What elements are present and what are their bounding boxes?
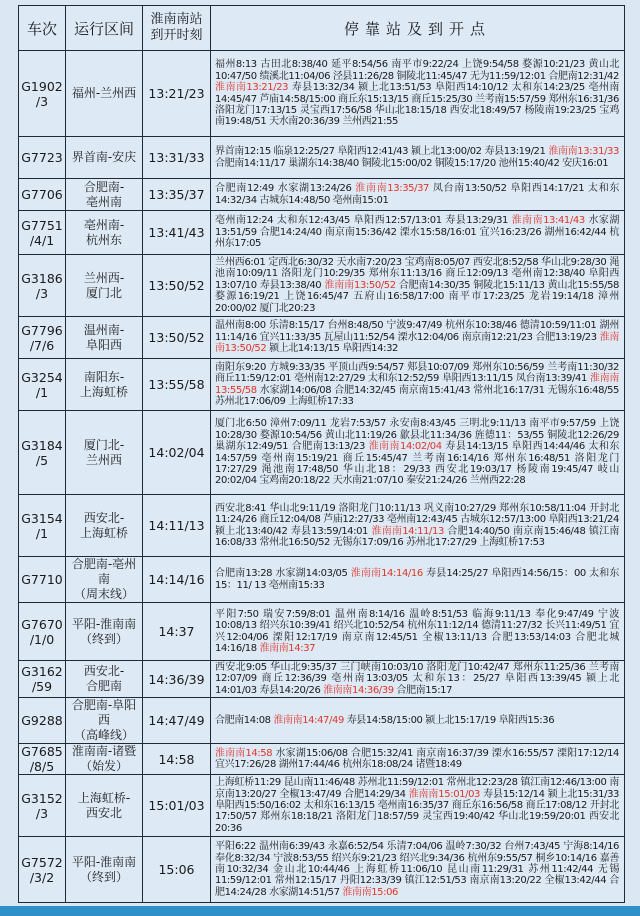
stops-text: 合肥南14:11/17 巢湖东14:38/40 铜陵北15:00/02 铜陵15:17/20 池州15:40/42 安庆16:01 <box>215 157 609 169</box>
route-line: 合肥南-阜阳西 <box>71 698 137 728</box>
train-number-line: G7796 <box>21 322 63 338</box>
train-number-line: /59 <box>31 679 53 695</box>
highlight-stop: 淮南南14:47/49 <box>273 715 344 727</box>
train-number <box>19 317 66 359</box>
header-time-line2: 到开时刻 <box>150 28 203 43</box>
stops-text: 南阳东9:20 方城9:33/35 平顶山西9:54/57 郏县10:07/09 郑州东10:56/59 兰考南11:30/32 商丘11:59/12:01 亳州南12:27/29 太和东12:52/59 阜阳西13:11/15 凤台南13:39/41 <box>215 361 619 385</box>
route-line: （始发） <box>79 759 128 774</box>
train-number <box>19 775 66 837</box>
stops <box>211 211 625 255</box>
stops-text: 凤台南13:50/52 阜阳西14:17/21 太和东14:32/34 古城东14:48/50 亳州南15:01 <box>215 183 619 206</box>
huainannan-time: 13:50/52 <box>143 317 211 359</box>
highlight-stop: 淮南南14:37 <box>259 642 316 654</box>
route-line: 西安北 <box>85 805 122 820</box>
train-number-line: G7710 <box>21 572 63 587</box>
train-number <box>19 411 66 495</box>
train-number-line: G3184 <box>21 437 63 453</box>
train-number-line: /3 <box>35 805 49 821</box>
highlight-stop: 淮南南14:36/39 <box>323 684 394 696</box>
stops <box>211 255 625 317</box>
route-line: 合肥南 <box>85 679 122 694</box>
train-number-line: /1 <box>35 384 49 400</box>
stops-text: 亳州南12:24 太和东12:43/45 阜阳西12:57/13:01 寿县13:29/31 <box>215 215 512 227</box>
stops-text: 合肥14:40/50 南京南15:46/48 镇江南16:08/33 常州北16:50/52 无锡东17:09/16 苏州北17:27/29 上海虹桥17:53 <box>215 525 619 548</box>
train-row <box>19 255 625 317</box>
stops-text: 厦门北6:50 漳州7:09/11 龙岩7:53/57 永安南8:43/45 三明北9:11/13 南平市9:57/59 上饶10:28/30 婺源10:54/56 黄山北11:19/26 歙县北11:34/36 旌德11：53/55 铜陵北12:26/29 巢湖东12:49/51 合肥南13:13/23 <box>215 418 619 453</box>
route <box>66 603 143 661</box>
train-row <box>19 317 625 359</box>
highlight-stop: 淮南南13:50/52 <box>215 331 619 355</box>
stops <box>211 179 625 211</box>
train-number <box>19 603 66 661</box>
stops <box>211 603 625 661</box>
route <box>66 179 143 211</box>
train-row <box>19 603 625 661</box>
train-number <box>19 495 66 557</box>
train-number <box>19 698 66 744</box>
route-line: 南阳东- <box>83 369 125 384</box>
stops-text: 合肥南14:30/35 铜陵北15:11/13 黄山北15:55/58 婺源16:19/21 上饶16:45/47 五府山16:58/17:00 南平市17:23/25 龙岩19:14/18 漳州20:00/02 厦门北20:23 <box>215 279 620 314</box>
header-row <box>19 6 625 51</box>
train-number <box>19 211 66 255</box>
route-line: 亳州南- <box>83 217 125 232</box>
huainannan-time: 15:01/03 <box>143 775 211 837</box>
stops-text: 福州8:13 古田北8:38/40 延平8:54/56 南平市9:22/24 上饶9:54/58 婺源10:21/23 黄山北10:47/50 绩溪北11:04/06 泾县11:26/28 铜陵北11:45/47 无为11:59/12:01 合肥南12:31/42 <box>215 59 619 82</box>
route <box>66 775 143 837</box>
stops-text: 界首南12:15 临泉12:25/27 阜阳西12:41/43 颍上北13:00/02 寿县13:19/21 <box>215 146 549 158</box>
train-number <box>19 51 66 137</box>
highlight-stop: 淮南南13:55/58 <box>215 373 619 396</box>
stops-text: 寿县15:12/14 颍上北15:31/33 阜阳西15:50/16:02 太和东16:13/15 亳州南16:35/37 商丘东16:56/58 商丘17:08/12 开封北17:50/57 郑州东18:18/21 洛阳龙门18:57/59 灵宝西19:40/42 华山北19:59/20:01 西安北20:36 <box>215 788 620 834</box>
highlight-stop: 淮南南13:31/33 <box>548 146 619 158</box>
stops-text: 合肥南12:49 水家湖13:24/26 <box>215 183 356 195</box>
route <box>66 317 143 359</box>
stops-text: 水家湖15:06/08 合肥15:32/41 南京南16:37/39 溧水16:55/57 溧阳17:12/14 宜兴17:26/28 湖州17:44/46 杭州东18:08/24 诸暨18:49 <box>215 747 619 771</box>
stops-text: 寿县14:58/15:00 颍上北15:17/19 阜阳西15:36 <box>343 715 555 727</box>
highlight-stop: 淮南南13:35/37 <box>355 183 430 195</box>
train-row <box>19 661 625 698</box>
train-row <box>19 411 625 495</box>
stops-text: 颍上北14:13/15 阜阳西14:32 <box>266 343 399 355</box>
route-line: 平阳-淮南南 <box>71 854 137 869</box>
route-line: 合肥南- <box>83 179 125 194</box>
train-number <box>19 557 66 603</box>
highlight-stop: 淮南南14:02/04 <box>368 441 442 453</box>
route-line: 平阳-淮南南 <box>71 616 137 631</box>
stops-text: 寿县14:13/15 阜阳西14:44/46 太和东14:57/59 亳州南15:19/21 商丘15:45/47 兰考南16:14/16 郑州东16:48/51 洛阳龙门17:27/29 渑池南17:48/50 华山北18：29/33 西安北19:03/17 杨陵南19:45/47 岐山20:02/04 宝鸡南20:18/22 天水南21:07/10 秦安21:24/26 兰州西22:28 <box>215 441 620 487</box>
route-line: 上海虹桥 <box>79 384 128 399</box>
highlight-stop: 淮南南13:41/43 <box>511 215 585 227</box>
stops-text: 温州南8:00 乐清8:15/17 台州8:48/50 宁波9:47/49 杭州东10:38/46 德清10:59/11:01 湖州11:14/16 宜兴11:33/35 瓦屋山11:52/54 溧水12:04/06 南京南12:21/23 合肥13:19/23 <box>215 320 619 343</box>
train-row <box>19 359 625 411</box>
train-number-line: /3 <box>35 285 49 301</box>
train-number-line: G7751 <box>21 217 63 233</box>
train-row <box>19 698 625 744</box>
huainannan-time: 13:41/43 <box>143 211 211 255</box>
train-row <box>19 211 625 255</box>
huainannan-time: 14:11/13 <box>143 495 211 557</box>
stops-text: 平阳6:22 温州南6:39/43 永嘉6:52/54 乐清7:04/06 温岭7:30/32 台州7:43/45 宁海8:14/16 奉化8:32/34 宁波8:53/55 绍兴东9:21/23 绍兴北9:34/36 杭州东9:55/57 桐乡10:14/16 嘉善南10:32/34 金山北10:44/46 上海虹桥11:06/10 昆山南11:29/31 苏州11:42/44 无锡11:59/12:01 常州12:15/17 丹阳12:33/39 镇江12:51/53 南京南13:20/22 全椒13:42/44 合肥14:24/28 水家湖14:51/57 <box>215 841 619 898</box>
train-row <box>19 137 625 179</box>
train-number-line: /4/1 <box>29 232 55 248</box>
train-row <box>19 495 625 557</box>
route-line: 合肥南-亳州南 <box>71 557 137 586</box>
route-line: 杭州东 <box>85 232 122 247</box>
route <box>66 211 143 255</box>
huainannan-time: 13:35/37 <box>143 179 211 211</box>
route <box>66 698 143 744</box>
stops-text: 合肥南13:28 水家湖14:03/05 <box>215 568 351 580</box>
route <box>66 837 143 903</box>
route <box>66 557 143 603</box>
stops-text: 兰州西6:01 定西北6:30/32 天水南7:20/23 宝鸡南8:05/07 西安北8:52/58 华山北9:28/30 渑池南10:09/11 洛阳龙门10:29/35 郑州东11:13/16 商丘12:09/13 亳州南12:38/40 阜阳西13:07/10 寿县13:38/40 <box>215 256 619 291</box>
route-line: 厦门北- <box>83 437 125 452</box>
route-line: 温州南- <box>83 322 125 337</box>
stops-text: 水家湖14:06/08 合肥14:32/45 南京南15:41/43 常州北16:17/31 无锡东16:48/55 苏州北17:06/09 上海虹桥17:33 <box>215 384 619 407</box>
stops <box>211 775 625 837</box>
route-line: 上海虹桥- <box>77 790 131 805</box>
route-line: 亳州南 <box>85 194 122 209</box>
huainannan-time: 13:50/52 <box>143 255 211 317</box>
train-number-line: G3162 <box>21 664 63 680</box>
route <box>66 359 143 411</box>
stops-text: 水家湖13:51/59 合肥14:24/40 南京南15:36/42 溧水15:58/16:01 宜兴16:23/26 湖州16:42/44 杭州东17:05 <box>215 215 619 250</box>
train-number-line: /5 <box>35 452 49 468</box>
route-line: （高峰线） <box>73 728 134 743</box>
train-row <box>19 744 625 775</box>
route <box>66 411 143 495</box>
train-number-line: /7/6 <box>29 337 55 353</box>
train-number-line: G7670 <box>21 616 63 632</box>
huainannan-time: 14:47/49 <box>143 698 211 744</box>
huainannan-time: 13:21/23 <box>143 51 211 137</box>
train-number-line: G9288 <box>21 713 63 729</box>
route <box>66 744 143 775</box>
highlight-stop: 淮南南14:11/13 <box>371 525 444 537</box>
train-number-line: /1/0 <box>29 631 55 647</box>
train-number-line: G3254 <box>21 369 63 385</box>
stops-text: 寿县13:32/34 颍上北13:51/53 阜阳西14:10/12 太和东14:23/25 亳州南14:45/47 芦庙14:58/15:00 商丘东15:13/15 商丘15:25/30 兰考南15:57/59 郑州东16:31/36 洛阳龙门17:13/15 灵宝西17:56/58 华山北18:15/18 西安北18:49/57 杨陵南19:23/25 宝鸡南19:48/51 天水南20:36/39 兰州西21:55 <box>215 82 619 128</box>
huainannan-time: 14:58 <box>143 744 211 775</box>
route-line: 福州-兰州西 <box>71 86 137 100</box>
train-number <box>19 137 66 179</box>
stops-text: 西安北8:41 华山北9:11/19 洛阳龙门10:11/13 巩义南10:27/29 郑州东10:58/11:04 开封北11:24/26 商丘12:04/08 芦庙12:27/33 亳州南12:43/45 古城东12:57/13:00 阜阳西13:21/24 颍上北13:40/42 寿县13:59/14:01 <box>215 502 619 537</box>
stops <box>211 137 625 179</box>
huainannan-time: 14:36/39 <box>143 661 211 698</box>
stops <box>211 495 625 557</box>
train-number-line: G7572 <box>21 854 63 870</box>
stops-text: 合肥南14:08 <box>215 715 274 727</box>
route-line: 兰州西 <box>85 452 122 467</box>
stops-text: 上海虹桥11:29 昆山南11:46/48 苏州北11:59/12:01 常州北12:23/28 镇江南12:46/13:00 南京南13:20/27 全椒13:47/49 合肥14:29/34 <box>215 777 619 800</box>
stops <box>211 557 625 603</box>
train-number-line: /1 <box>35 525 49 541</box>
stops <box>211 51 625 137</box>
train-row <box>19 775 625 837</box>
train-number <box>19 255 66 317</box>
header-stops: 停靠站及到开点 <box>211 6 625 51</box>
stops <box>211 661 625 698</box>
route <box>66 137 143 179</box>
highlight-stop: 淮南南15:01/03 <box>408 788 481 800</box>
stops <box>211 317 625 359</box>
bottom-bar <box>0 906 640 916</box>
train-row <box>19 557 625 603</box>
train-number-line: G3154 <box>21 510 63 526</box>
stops <box>211 359 625 411</box>
stops-text: 合肥南15:17 <box>393 684 453 696</box>
train-row <box>19 837 625 903</box>
header-time-line1: 淮南南站 <box>150 12 203 27</box>
stops-text: 寿县14:25/27 阜阳西14:56/15：00 太和东15：11/ 13 亳州南15:33 <box>215 568 619 591</box>
route <box>66 255 143 317</box>
route-line: （终到） <box>79 631 128 646</box>
huainannan-time: 14:14/16 <box>143 557 211 603</box>
train-number-line: G7723 <box>21 150 63 165</box>
route-line: 兰州西- <box>83 270 125 285</box>
stops-text: 西安北9:05 华山北9:35/37 三门峡南10:03/10 洛阳龙门10:42/47 郑州东11:25/36 兰考南12:07/09 商丘12:36/39 亳州南13:03/05 太和东13：25/27 阜阳西13:39/45 颍上北14:01/03 寿县14:20/26 <box>215 662 619 696</box>
route-line: 阜阳西 <box>85 337 122 352</box>
route-line: 西安北- <box>83 510 125 525</box>
train-number-line: G3186 <box>21 270 63 286</box>
route <box>66 51 143 137</box>
train-number <box>19 359 66 411</box>
route <box>66 661 143 698</box>
train-row <box>19 51 625 137</box>
huainannan-time: 14:37 <box>143 603 211 661</box>
header-time <box>143 6 211 51</box>
route-line: （周末线） <box>73 587 134 601</box>
route <box>66 495 143 557</box>
highlight-stop: 淮南南13:21/23 <box>215 82 289 94</box>
route-line: 西安北- <box>83 664 125 679</box>
timetable <box>18 5 625 903</box>
header-route: 运行区间 <box>66 6 143 51</box>
train-number <box>19 661 66 698</box>
train-number-line: /8/5 <box>29 759 55 775</box>
highlight-stop: 淮南南13:50/52 <box>324 279 396 291</box>
train-number <box>19 837 66 903</box>
huainannan-time: 15:06 <box>143 837 211 903</box>
route-line: 上海虹桥 <box>79 525 128 540</box>
train-number <box>19 179 66 211</box>
train-number-line: G7706 <box>21 187 63 202</box>
train-number-line: /3 <box>35 93 49 109</box>
route-line: 厦门北 <box>85 285 122 300</box>
train-number-line: G1902 <box>21 78 63 94</box>
highlight-stop: 淮南南14:58 <box>215 747 273 759</box>
highlight-stop: 淮南南15:06 <box>342 886 399 898</box>
stops <box>211 698 625 744</box>
header-train: 车次 <box>19 6 66 51</box>
stops-text: 平阳7:50 瑞安7:59/8:01 温州南8:14/16 温岭8:51/53 临海9:11/13 奉化9:47/49 宁波10:08/13 绍兴东10:39/41 绍兴北10:52/54 杭州东11:12/14 德清11:27/32 长兴11:49/51 宜兴12:04/06 溧阳12:17/19 南京南12:45/51 全椒13:11/13 合肥13:53/14:03 合肥北城14:16/18 <box>215 608 619 654</box>
stops <box>211 411 625 495</box>
train-number-line: G7685 <box>21 744 63 760</box>
highlight-stop: 淮南南14:14/16 <box>350 568 423 580</box>
train-number <box>19 744 66 775</box>
huainannan-time: 14:02/04 <box>143 411 211 495</box>
huainannan-time: 13:31/33 <box>143 137 211 179</box>
route-line: 淮南南-诸暨 <box>71 744 137 759</box>
huainannan-time: 13:55/58 <box>143 359 211 411</box>
route-line: 界首南-安庆 <box>71 150 137 164</box>
stops <box>211 744 625 775</box>
train-row <box>19 179 625 211</box>
train-number-line: /3/2 <box>29 869 55 885</box>
stops <box>211 837 625 903</box>
route-line: （终到） <box>79 869 128 884</box>
train-number-line: G3152 <box>21 790 63 806</box>
